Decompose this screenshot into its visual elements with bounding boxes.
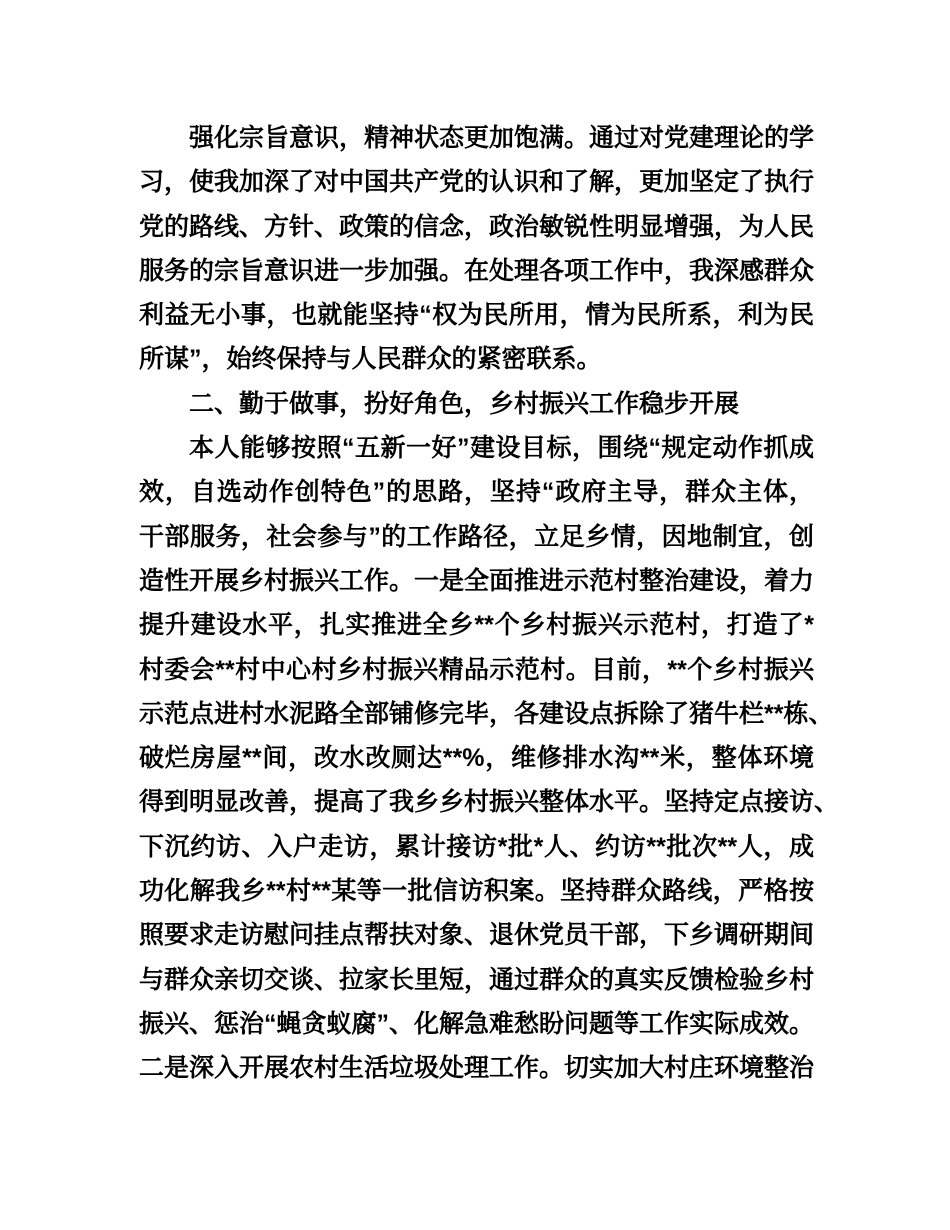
text-line: 习，使我加深了对中国共产党的认识和了解，更加坚定了执行 (139, 168, 815, 197)
text-line: 所谋”，始终保持与人民群众的紧密联系。 (139, 345, 602, 374)
text-line: 得到明显改善，提高了我乡乡村振兴整体水平。坚持定点接访、 (139, 788, 840, 817)
text-line: 干部服务，社会参与”的工作路径，立足乡情，因地制宜，创 (139, 522, 814, 551)
text-line: 村委会**村中心村乡村振兴精品示范村。目前，**个乡村振兴 (139, 655, 814, 684)
text-line: 示范点进村水泥路全部铺修完毕，各建设点拆除了猪牛栏**栋、 (139, 699, 834, 728)
text-line: 功化解我乡**村**某等一批信访积案。坚持群众路线，严格按 (139, 877, 814, 906)
text-line: 与群众亲切交谈、拉家长里短，通过群众的真实反馈检验乡村 (139, 965, 815, 994)
text-line: 效，自选动作创特色”的思路，坚持“政府主导，群众主体， (139, 478, 814, 507)
section-heading: 二、勤于做事，扮好角色，乡村振兴工作稳步开展 (189, 389, 740, 418)
text-line: 破烂房屋**间，改水改厕达**%，维修排水沟**米，整体环境 (139, 744, 814, 773)
text-line: 造性开展乡村振兴工作。一是全面推进示范村整治建设，着力 (139, 566, 815, 595)
text-line: 提升建设水平，扎实推进全乡**个乡村振兴示范村，打造了* (139, 611, 814, 640)
text-line: 振兴、惩治“蝇贪蚁腐”、化解急难愁盼问题等工作实际成效。 (139, 1009, 815, 1038)
text-line: 服务的宗旨意识进一步加强。在处理各项工作中，我深感群众 (139, 256, 815, 285)
text-line: 照要求走访慰问挂点帮扶对象、退休党员干部，下乡调研期间 (139, 921, 815, 950)
text-line: 利益无小事，也就能坚持“权为民所用，情为民所系，利为民 (139, 301, 814, 330)
text-line: 强化宗旨意识，精神状态更加饱满。通过对党建理论的学 (189, 124, 815, 152)
text-line: 二是深入开展农村生活垃圾处理工作。切实加大村庄环境整治 (139, 1054, 815, 1083)
text-line: 下沉约访、入户走访，累计接访*批*人、约访**批次**人，成 (139, 832, 814, 861)
text-line: 党的路线、方针、政策的信念，政治敏锐性明显增强，为人民 (139, 212, 815, 241)
text-line: 本人能够按照“五新一好”建设目标，围绕“规定动作抓成 (189, 434, 814, 463)
document-text-block (139, 116, 840, 1091)
